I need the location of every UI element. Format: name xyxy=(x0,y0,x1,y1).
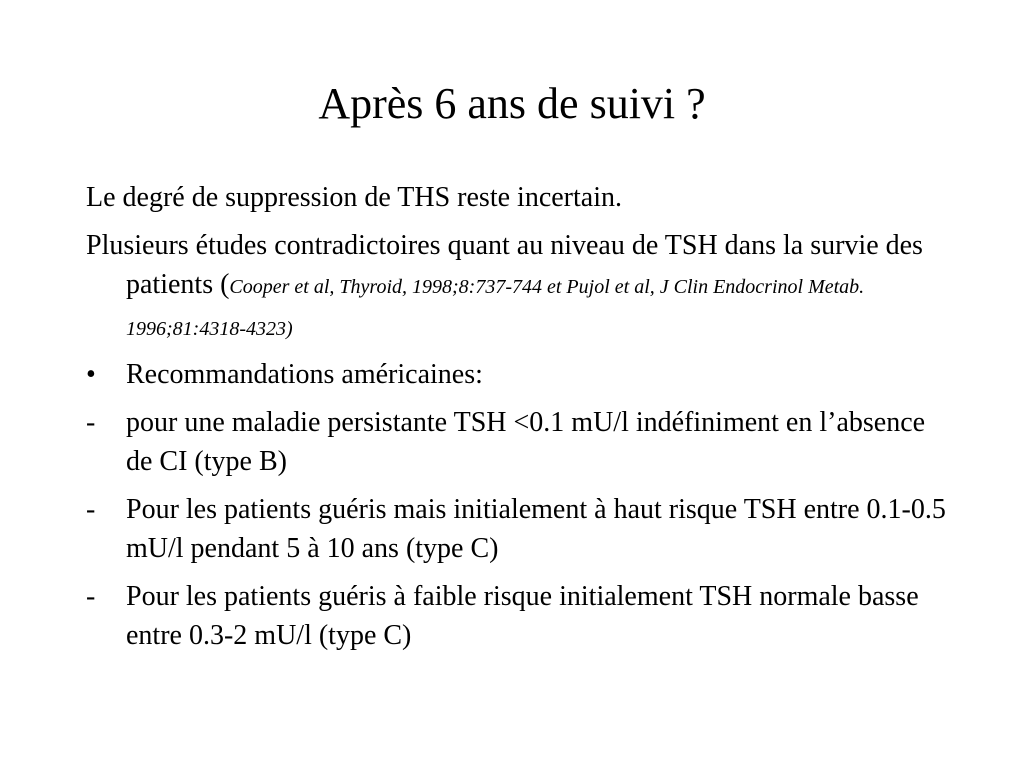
dash-marker: - xyxy=(86,581,96,612)
bullet-text: Pour les patients guéris à faible risque initialement TSH normale basse entre 0.3-2 mU/l (type C) xyxy=(126,581,919,651)
bullet-text: Recommandations américaines: xyxy=(126,359,483,390)
bullet-text: Pour les patients guéris mais initialement à haut risque TSH entre 0.1-0.5 mU/l pendant 5 à 10 ans (type C) xyxy=(126,494,946,564)
bullet-item-high-risk xyxy=(86,490,946,568)
dash-marker: - xyxy=(86,494,96,525)
paragraph-suppression xyxy=(86,178,946,217)
bullet-item-low-risk xyxy=(86,577,946,655)
slide-title: Après 6 ans de suivi ? xyxy=(318,79,706,128)
bullet-text: pour une maladie persistante TSH <0.1 mU/l indéfiniment en l’absence de CI (type B) xyxy=(126,407,926,477)
bullet-marker: • xyxy=(86,359,96,390)
paragraph-text: Plusieurs études contradictoires quant au niveau de TSH dans la survie des patients ( xyxy=(86,230,923,300)
citation: Cooper et al, Thyroid, 1998;8:737-744 et Pujol et al, J Clin Endocrinol Metab. 1996;81:4318-4323) xyxy=(126,276,865,340)
paragraph-studies xyxy=(86,226,946,349)
slide-body xyxy=(86,178,946,664)
dash-marker: - xyxy=(86,407,96,438)
paragraph-text: Le degré de suppression de THS reste incertain. xyxy=(86,182,622,213)
bullet-item-persistent-disease xyxy=(86,403,946,481)
bullet-item-recommendations xyxy=(86,355,946,394)
